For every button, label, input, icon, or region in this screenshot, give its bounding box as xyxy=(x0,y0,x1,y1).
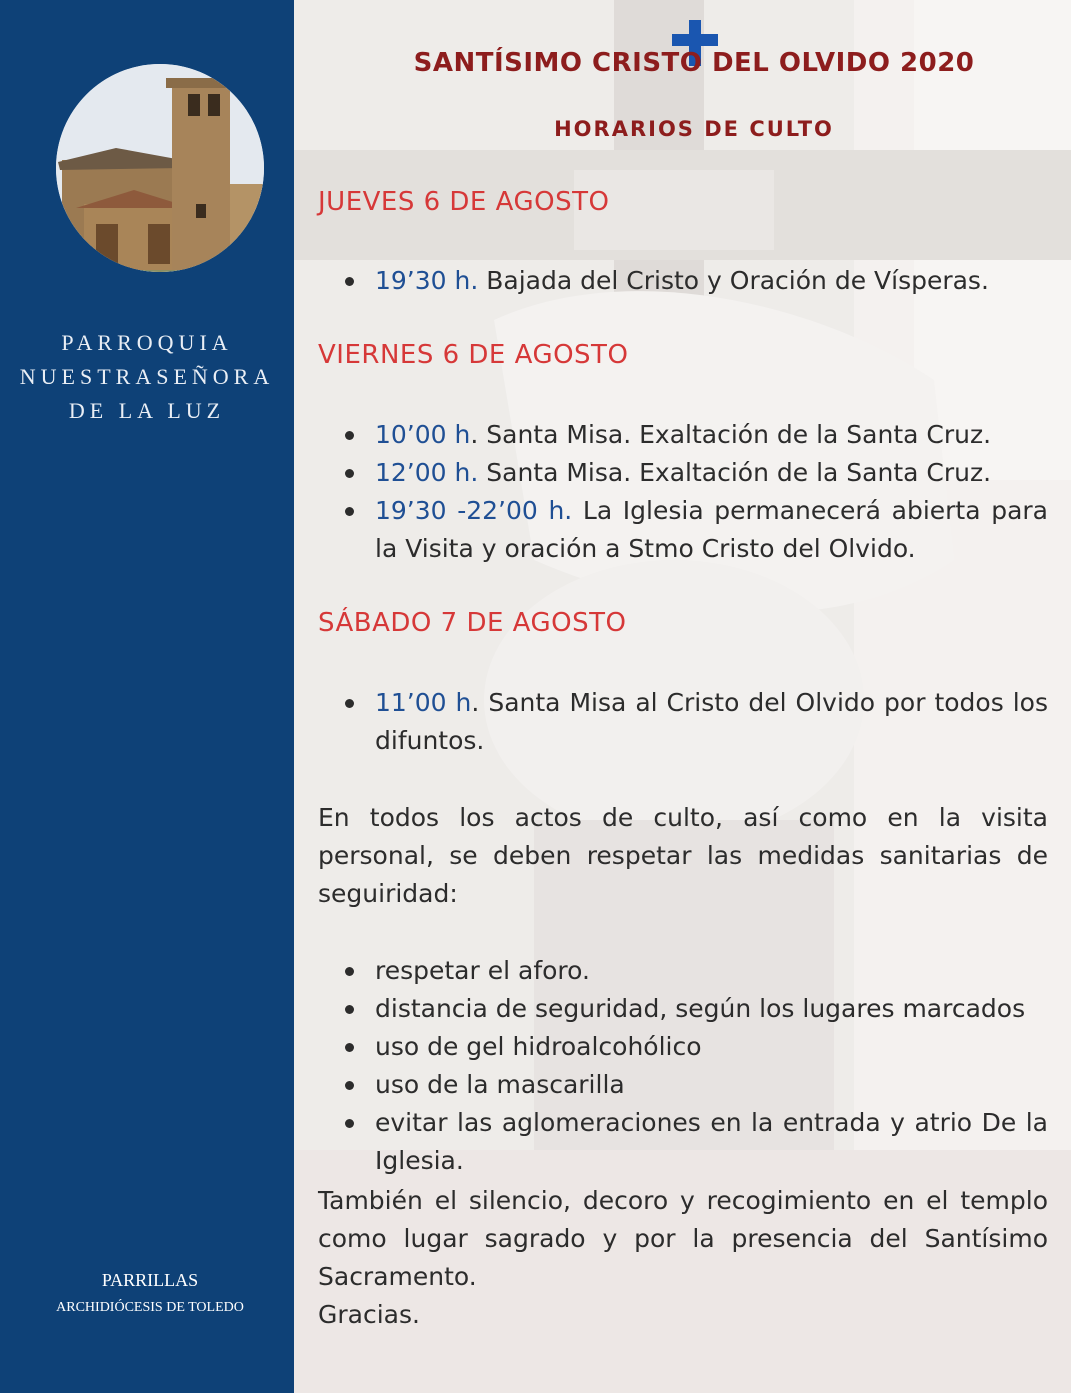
parish-name-line: DE LA LUZ xyxy=(68,398,226,423)
parish-name-line: PARROQUIA xyxy=(61,330,233,355)
notice-paragraph: En todos los actos de culto, así como en la visita personal, se deben respetar las medidas sanitarias de seguiridad: xyxy=(318,803,1048,908)
day-heading: VIERNES 6 DE AGOSTO xyxy=(318,340,629,370)
footer-diocese: ARCHIDIÓCESIS DE TOLEDO xyxy=(56,1300,244,1315)
page-title: SANTÍSIMO CRISTO DEL OLVIDO 2020 xyxy=(413,48,975,78)
measure-item: respetar el aforo. xyxy=(318,952,1048,990)
schedule-text: La Iglesia permanecerá abierta para la Visita y oración a Stmo Cristo del Olvido. xyxy=(375,496,1048,563)
schedule-list xyxy=(318,262,1048,300)
schedule-text: . Santa Misa. Exaltación de la Santa Cruz. xyxy=(470,420,992,449)
sidebar xyxy=(0,0,294,1393)
measure-item: distancia de seguridad, según los lugares marcados xyxy=(318,990,1048,1028)
schedule-item xyxy=(318,416,1048,454)
thanks-text: Gracias. xyxy=(318,1300,420,1329)
schedule-time: 12’00 h. xyxy=(375,458,479,487)
closing-paragraph: También el silencio, decoro y recogimiento en el templo como lugar sagrado y por la presencia del Santísimo Sacramento. xyxy=(318,1186,1048,1291)
measure-item: uso de la mascarilla xyxy=(318,1066,1048,1104)
parish-name-line: NUESTRASEÑORA xyxy=(19,364,275,389)
main-content xyxy=(294,0,1071,1393)
measures-list xyxy=(318,952,1048,1180)
day-heading: SÁBADO 7 DE AGOSTO xyxy=(318,608,627,638)
schedule-text: Santa Misa. Exaltación de la Santa Cruz. xyxy=(478,458,992,487)
schedule-time: 19’30 -22’00 h. xyxy=(375,496,573,525)
schedule-time: 11’00 h xyxy=(375,688,472,717)
schedule-list xyxy=(318,416,1048,568)
schedule-list xyxy=(318,684,1048,760)
schedule-time: 19’30 h. xyxy=(375,266,479,295)
day-heading: JUEVES 6 DE AGOSTO xyxy=(318,187,610,217)
schedule-item xyxy=(318,492,1048,568)
measure-item: evitar las aglomeraciones en la entrada y atrio De la Iglesia. xyxy=(318,1104,1048,1180)
schedule-time: 10’00 h xyxy=(375,420,471,449)
footer-place: PARRILLAS xyxy=(101,1270,199,1290)
schedule-item xyxy=(318,684,1048,760)
schedule-item xyxy=(318,262,1048,300)
schedule-item xyxy=(318,454,1048,492)
parish-name xyxy=(0,326,294,428)
church-photo xyxy=(56,64,264,272)
page-subtitle: HORARIOS DE CULTO xyxy=(554,117,834,141)
measure-item: uso de gel hidroalcohólico xyxy=(318,1028,1048,1066)
schedule-text: . Santa Misa al Cristo del Olvido por todos los difuntos. xyxy=(375,688,1048,755)
schedule-text: Bajada del Cristo y Oración de Vísperas. xyxy=(478,266,989,295)
